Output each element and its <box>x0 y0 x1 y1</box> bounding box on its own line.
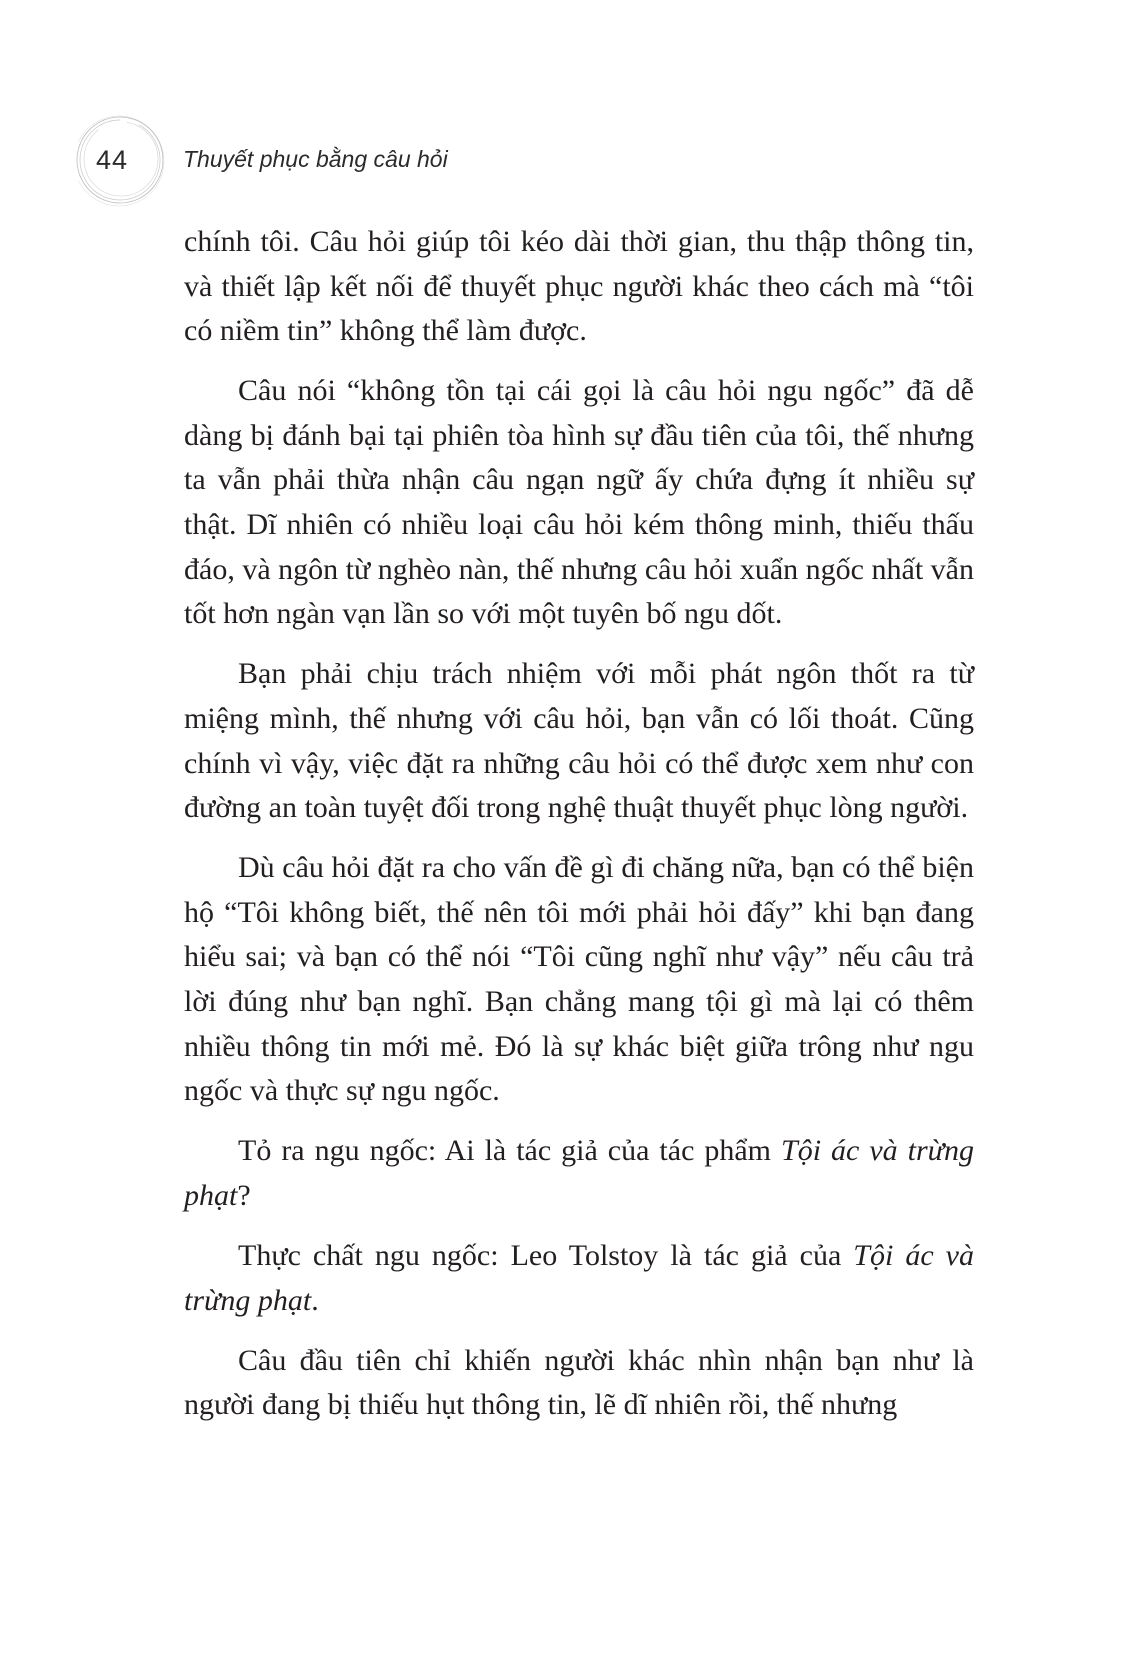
page-header <box>72 112 772 212</box>
paragraph-6 <box>184 1234 974 1323</box>
paragraph-1: chính tôi. Câu hỏi giúp tôi kéo dài thời gian, thu thập thông tin, và thiết lập kết nối để thuyết phục người khác theo cách mà “tôi có niềm tin” không thể làm được. <box>184 225 974 348</box>
page-number: 44 <box>96 145 129 175</box>
paragraph-5-end: ? <box>237 1178 251 1212</box>
paragraph-4: Dù câu hỏi đặt ra cho vấn đề gì đi chăng nữa, bạn có thể biện hộ “Tôi không biết, thế nên tôi mới phải hỏi đấy” khi bạn đang hiểu sai; và bạn có thể nói “Tôi cũng nghĩ như vậy” nếu câu trả lời đúng như bạn nghĩ. Bạn chẳng mang tội gì mà lại có thêm nhiều thông tin mới mẻ. Đó là sự khác biệt giữa trông như ngu ngốc và thực sự ngu ngốc. <box>184 851 974 1108</box>
paragraph-5 <box>184 1129 974 1218</box>
paragraph-7: Câu đầu tiên chỉ khiến người khác nhìn nhận bạn như là người đang bị thiếu hụt thông tin, lẽ dĩ nhiên rồi, thế nhưng <box>184 1343 974 1422</box>
paragraph-6-end: . <box>311 1283 319 1317</box>
paragraph-5-text: Tỏ ra ngu ngốc: Ai là tác giả của tác phẩm <box>238 1134 782 1168</box>
book-title: Tội ác và trừng phạt <box>184 1238 974 1317</box>
paragraph-3: Bạn phải chịu trách nhiệm với mỗi phát ngôn thốt ra từ miệng mình, thế nhưng với câu hỏi, bạn vẫn có lối thoát. Cũng chính vì vậy, việc đặt ra những câu hỏi có thể được xem như con đường an toàn tuyệt đối trong nghệ thuật thuyết phục lòng người. <box>184 657 974 825</box>
running-title: Thuyết phục bằng câu hỏi <box>183 146 448 172</box>
page-body <box>184 220 974 1428</box>
paragraph-2: Câu nói “không tồn tại cái gọi là câu hỏi ngu ngốc” đã dễ dàng bị đánh bại tại phiên tòa hình sự đầu tiên của tôi, thế nhưng ta vẫn phải thừa nhận câu ngạn ngữ ấy chứa đựng ít nhiều sự thật. Dĩ nhiên có nhiều loại câu hỏi kém thông minh, thiếu thấu đáo, và ngôn từ nghèo nàn, thế nhưng câu hỏi xuẩn ngốc nhất vẫn tốt hơn ngàn vạn lần so với một tuyên bố ngu dốt. <box>184 374 974 631</box>
paragraph-6-text: Thực chất ngu ngốc: Leo Tolstoy là tác giả của <box>238 1238 854 1272</box>
book-title: Tội ác và trừng phạt <box>184 1134 975 1212</box>
